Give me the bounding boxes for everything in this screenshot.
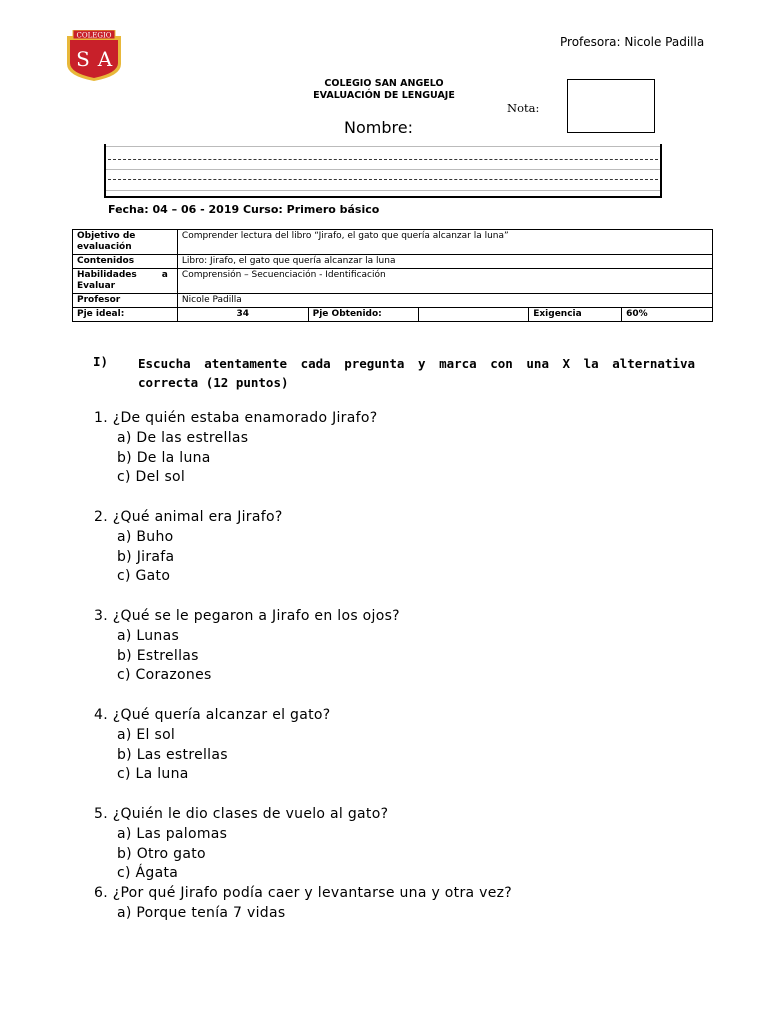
table-row: [73, 308, 713, 322]
table-row: [73, 230, 713, 255]
skills-label: Habilidades a Evaluar: [73, 269, 178, 294]
requirement-value: 60%: [622, 308, 713, 322]
question-3-option-b[interactable]: b) Estrellas: [117, 648, 199, 664]
requirement-label: Exigencia: [529, 308, 622, 322]
question-1: 1. ¿De quién estaba enamorado Jirafo?: [94, 410, 378, 426]
question-2-option-c[interactable]: c) Gato: [117, 568, 171, 584]
table-row: [73, 269, 713, 294]
question-4: 4. ¿Qué quería alcanzar el gato?: [94, 707, 331, 723]
teacher-name: Profesora: Nicole Padilla: [560, 35, 705, 49]
ideal-score-label: Pje ideal:: [73, 308, 178, 322]
section-number: I): [93, 354, 109, 369]
logo-initial-s: S: [76, 47, 90, 71]
question-2: 2. ¿Qué animal era Jirafo?: [94, 509, 283, 525]
skills-value: Comprensión – Secuenciación - Identificación: [177, 269, 712, 294]
question-5-option-a[interactable]: a) Las palomas: [117, 826, 228, 842]
objective-label: Objetivo de evaluación: [73, 230, 178, 255]
obtained-score-value[interactable]: [419, 308, 529, 322]
date-course-line: Fecha: 04 – 06 - 2019 Curso: Primero básico: [108, 203, 380, 216]
question-4-option-c[interactable]: c) La luna: [117, 766, 189, 782]
question-2-option-b[interactable]: b) Jirafa: [117, 549, 175, 565]
question-6-option-a[interactable]: a) Porque tenía 7 vidas: [117, 905, 286, 921]
question-1-option-c[interactable]: c) Del sol: [117, 469, 186, 485]
nota-label: Nota:: [507, 101, 540, 115]
question-6: 6. ¿Por qué Jirafo podía caer y levantarse una y otra vez?: [94, 885, 513, 901]
question-1-option-a[interactable]: a) De las estrellas: [117, 430, 249, 446]
grade-box[interactable]: [567, 79, 655, 133]
ideal-score-value: 34: [177, 308, 308, 322]
section-instructions: Escucha atentamente cada pregunta y marca con una X la alternativa: [138, 356, 695, 371]
question-5: 5. ¿Quién le dio clases de vuelo al gato?: [94, 806, 389, 822]
table-row: [73, 255, 713, 269]
school-name: COLEGIO SAN ANGELO: [324, 78, 444, 89]
section-instructions-continued: correcta (12 puntos): [138, 375, 289, 390]
question-2-option-a[interactable]: a) Buho: [117, 529, 174, 545]
name-writing-lines[interactable]: [104, 144, 662, 198]
question-3: 3. ¿Qué se le pegaron a Jirafo en los ojos?: [94, 608, 400, 624]
logo-initial-a: A: [97, 47, 113, 71]
school-logo: [65, 30, 123, 82]
evaluation-info-table: [72, 229, 713, 322]
question-5-option-b[interactable]: b) Otro gato: [117, 846, 206, 862]
contents-label: Contenidos: [73, 255, 178, 269]
question-3-option-a[interactable]: a) Lunas: [117, 628, 180, 644]
contents-value: Libro: Jirafo, el gato que quería alcanzar la luna: [177, 255, 712, 269]
question-5-option-c[interactable]: c) Ágata: [117, 865, 179, 881]
school-header: [284, 78, 484, 102]
teacher-label: Profesor: [73, 294, 178, 308]
question-4-option-a[interactable]: a) El sol: [117, 727, 176, 743]
question-3-option-c[interactable]: c) Corazones: [117, 667, 212, 683]
table-row: [73, 294, 713, 308]
question-1-option-b[interactable]: b) De la luna: [117, 450, 211, 466]
evaluation-title: EVALUACIÓN DE LENGUAJE: [313, 90, 455, 101]
question-4-option-b[interactable]: b) Las estrellas: [117, 747, 228, 763]
objective-value: Comprender lectura del libro “Jirafo, el gato que quería alcanzar la luna”: [177, 230, 712, 255]
teacher-value: Nicole Padilla: [177, 294, 712, 308]
logo-text: COLEGIO: [76, 31, 112, 40]
obtained-score-label: Pje Obtenido:: [308, 308, 419, 322]
name-label: Nombre:: [344, 118, 413, 137]
